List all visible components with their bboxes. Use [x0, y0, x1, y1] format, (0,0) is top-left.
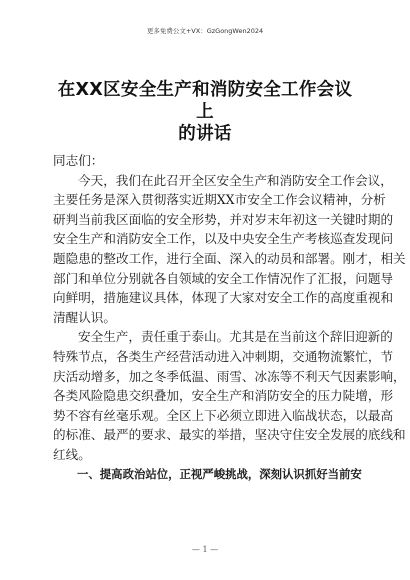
document-title: [52, 79, 358, 145]
paragraph-line: 各类风险隐患交织叠加，安全生产和消防安全的压力陡增，形: [53, 388, 394, 404]
paragraph-line: 的标准、最严的要求、最实的举措，坚决守住安全发展的底线和: [53, 427, 406, 443]
paragraph-line: 清醒认识。: [53, 309, 116, 325]
title-line-1: 在XX区安全生产和消防安全工作会议上: [57, 80, 353, 122]
paragraph-line: 主要任务是深入贯彻落实近期XX市安全工作会议精神，分析: [53, 192, 386, 208]
paragraph-line: 庆活动增多，加之冬季低温、雨雪、冰冻等不利天气因素影响，: [53, 368, 406, 384]
paragraph-line: 安全生产和消防安全工作，以及中央安全生产考核巡查发现问: [53, 231, 394, 247]
section-heading-1: 一、提高政治站位，正视严峻挑战，深刻认识抓好当前安: [77, 466, 362, 481]
document-body: [53, 151, 406, 484]
paragraph-2: [53, 327, 406, 464]
paragraph-line: 今天，我们在此召开全区安全生产和消防安全工作会议，: [78, 172, 393, 188]
paragraph-1: [53, 171, 406, 328]
paragraph-line: 题隐患的整改工作，进行全面、深入的动员和部署。刚才，相关: [53, 250, 406, 266]
page-number: — 1 —: [191, 545, 219, 554]
paragraph-line: 部门和单位分别就各自领域的安全工作情况作了汇报，问题导: [53, 270, 394, 286]
page-header: 更多免费公文+VX：GzGongWen2024: [146, 27, 264, 35]
salutation: 同志们：: [53, 153, 104, 168]
paragraph-line: 向鲜明，措施建议具体，体现了大家对安全工作的高度重视和: [53, 290, 394, 306]
title-line-2: 的讲话: [178, 124, 232, 144]
paragraph-line: 特殊节点，各类生产经营活动进入冲刺期，交通物流繁忙，节: [53, 348, 394, 364]
paragraph-line: 研判当前我区面临的安全形势，并对岁末年初这一关键时期的: [53, 211, 394, 227]
paragraph-line: 安全生产，责任重于泰山。尤其是在当前这个辞旧迎新的: [78, 329, 393, 345]
paragraph-line: 红线。: [53, 446, 91, 462]
paragraph-line: 势不容有丝毫乐观。全区上下必须立即进入临战状态，以最高: [53, 407, 394, 423]
